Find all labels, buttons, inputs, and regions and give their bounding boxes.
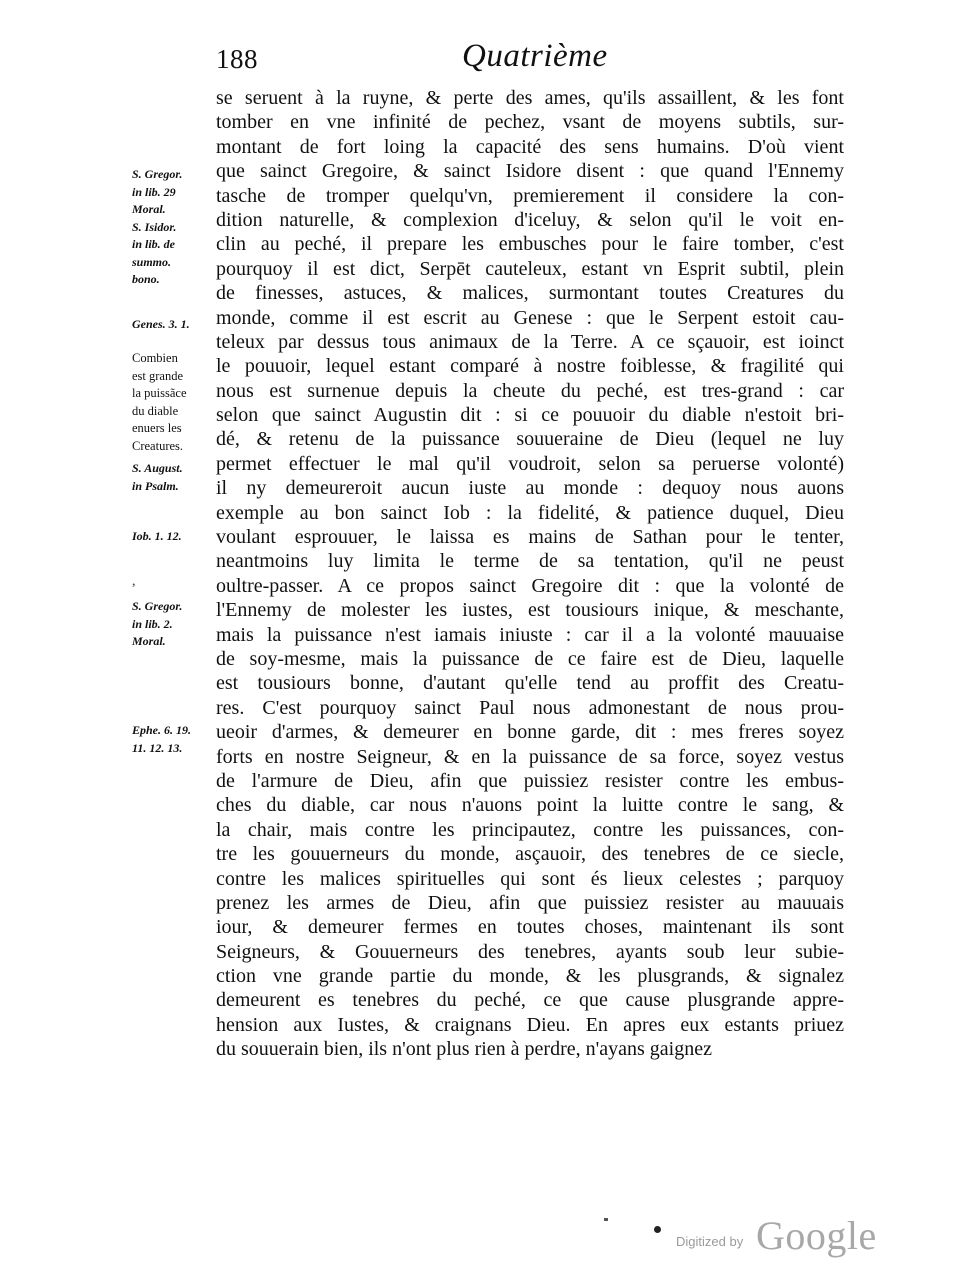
margin-note-line: summo. bbox=[132, 254, 172, 269]
footer-dot-mark bbox=[654, 1226, 661, 1233]
text-line: oultre-passer. A ce propos sainct Gregoire dit : que la volonté de bbox=[216, 574, 844, 597]
text-line: tomber en vne infinité de pechez, vsant de moyens subtils, sur- bbox=[216, 111, 844, 134]
google-logo: Google bbox=[756, 1213, 877, 1258]
margin-note-job bbox=[132, 528, 212, 546]
text-line: mais la puissance n'est iamais iniuste : car il a la volonté mauuaise bbox=[216, 623, 844, 646]
text-line: de finesses, astuces, & malices, surmontant toutes Creatures du bbox=[216, 282, 844, 305]
text-line: ueoir d'armes, & demeurer en bonne garde, dit : mes freres soyez bbox=[216, 721, 844, 744]
margin-note-line: in Psalm. bbox=[132, 478, 179, 493]
text-line: se seruent à la ruyne, & perte des ames, qu'ils assaillent, & les font bbox=[216, 87, 844, 109]
text-line: monde, comme il est escrit au Genese : que le Serpent estoit cau- bbox=[216, 306, 844, 329]
text-line: il ny demeureroit aucun iuste au monde : dequoy nous auons bbox=[216, 477, 844, 500]
margin-note-sidenote-combien bbox=[132, 350, 212, 455]
text-line: iour, & demeurer fermes en toutes choses, maintenant ils sont bbox=[216, 916, 844, 939]
text-line: tasche de tromper quelqu'vn, premierement il considere la con- bbox=[216, 184, 844, 207]
margin-note-line: S. Isidor. bbox=[132, 219, 177, 234]
margin-note-line: Moral. bbox=[132, 634, 166, 648]
running-head: Quatrième bbox=[462, 38, 608, 74]
text-line: dé, & retenu de la puissance souueraine de Dieu (lequel ne luy bbox=[216, 428, 844, 451]
margin-note-genesis bbox=[132, 316, 212, 334]
text-line: demeurent es tenebres du peché, ce que cause plusgrande appre- bbox=[216, 989, 844, 1012]
margin-note-ephesians bbox=[132, 722, 212, 757]
text-line: du souuerain bien, ils n'ont plus rien à perdre, n'ayans gaignez bbox=[216, 1038, 712, 1061]
margin-note-line: in lib. 29 bbox=[132, 184, 176, 199]
margin-note-line: in lib. de bbox=[132, 237, 176, 251]
text-line: tre les gouuerneurs du monde, asçauoir, des tenebres de ce siecle, bbox=[216, 843, 844, 866]
margin-note-line: Creatures. bbox=[132, 438, 184, 453]
digitized-by-label: Digitized by bbox=[676, 1234, 744, 1249]
text-line: que sainct Gregoire, & sainct Isidore disent : que quand l'Ennemy bbox=[216, 160, 844, 183]
margin-note-line: Ephe. 6. 19. bbox=[132, 723, 192, 737]
stray-mark: , bbox=[132, 574, 136, 589]
text-line: l'Ennemy de molester les iustes, est tousiours inique, & meschante, bbox=[216, 599, 844, 622]
margin-note-line: Combien bbox=[132, 351, 178, 365]
text-line: de l'armure de Dieu, afin que puissiez resister contre les embus- bbox=[216, 769, 844, 792]
text-line: voulant esprouuer, le laissa es mains de Sathan pour le tenter, bbox=[216, 526, 844, 549]
text-line: clin au peché, il prepare les embusches pour le faire tomber, c'est bbox=[216, 233, 844, 256]
text-line: teleux par dessus tous animaux de la Terre. A ce sçauoir, est ioinct bbox=[216, 330, 844, 353]
text-line: nous est surnenue depuis la cheute du peché, est tres-grand : car bbox=[216, 379, 844, 402]
margin-note-line: bono. bbox=[132, 272, 160, 286]
margin-note-line: S. Gregor. bbox=[132, 167, 183, 181]
text-line: neantmoins luy limita le terme de sa tentation, qu'il ne peust bbox=[216, 550, 844, 573]
margin-note-line: Genes. 3. 1. bbox=[132, 317, 190, 331]
text-line: de soy-mesme, mais la puissance de ce faire est de Dieu, laquelle bbox=[216, 647, 844, 670]
margin-note-line: S. August. bbox=[132, 461, 183, 475]
text-line: dition naturelle, & complexion d'iceluy, & selon qu'il le voit en- bbox=[216, 208, 844, 231]
margin-note-line: du diable bbox=[132, 403, 179, 418]
margin-note-line: Moral. bbox=[132, 202, 166, 216]
margin-note-line: in lib. 2. bbox=[132, 616, 173, 631]
text-line: contre les malices spirituelles qui sont és lieux celestes ; parquoy bbox=[216, 867, 844, 890]
text-line: permet effectuer le mal qu'il voudroit, selon sa peruerse volonté) bbox=[216, 452, 844, 475]
margin-note-line: S. Gregor. bbox=[132, 599, 183, 613]
margin-note-gregor-isidor bbox=[132, 166, 212, 289]
text-line: la chair, mais contre les principautez, contre les puissances, con- bbox=[216, 818, 844, 841]
margin-note-line: enuers les bbox=[132, 421, 182, 435]
text-line: ches du diable, car nous n'auons point la luitte contre le sang, & bbox=[216, 794, 844, 817]
page-number: 188 bbox=[216, 44, 258, 74]
margin-note-augustine bbox=[132, 460, 212, 495]
text-line: prenez les armes de Dieu, afin que puissiez resister au mauuais bbox=[216, 891, 844, 914]
text-line: est tousiours bonne, d'autant qu'elle tend au proffit des Creatu- bbox=[216, 672, 844, 695]
margin-note-line: Iob. 1. 12. bbox=[132, 529, 182, 543]
text-line: pourquoy il est dict, Serpēt cauteleux, estant vn Esprit subtil, plein bbox=[216, 257, 844, 280]
text-line: hension aux Iustes, & craignans Dieu. En apres eux estants priuez bbox=[216, 1013, 844, 1036]
text-line: le pouuoir, lequel estant comparé à nostre foiblesse, & fragilité qui bbox=[216, 355, 844, 378]
body-text bbox=[216, 86, 844, 1062]
text-line: selon que sainct Augustin dit : si ce pouuoir du diable n'estoit bri- bbox=[216, 404, 844, 427]
margin-note-line: est grande bbox=[132, 368, 184, 383]
margin-note-line: la puissãce bbox=[132, 386, 187, 400]
text-line: forts en nostre Seigneur, & en la puissance de sa force, soyez vestus bbox=[216, 745, 844, 768]
footer-tick-mark bbox=[604, 1218, 608, 1221]
text-line: ction vne grande partie du monde, & les plusgrands, & signalez bbox=[216, 965, 844, 988]
text-line: montant de fort loing la capacité des sens humains. D'où vient bbox=[216, 135, 844, 158]
margin-note-line: 11. 12. 13. bbox=[132, 740, 183, 755]
text-line: exemple au bon sainct Iob : la fidelité, & patience duquel, Dieu bbox=[216, 501, 844, 524]
text-line: Seigneurs, & Gouuerneurs des tenebres, ayants soub leur subie- bbox=[216, 940, 844, 963]
text-line: res. C'est pourquoy sainct Paul nous admonestant de nous prou- bbox=[216, 696, 844, 719]
margin-note-gregor-moral bbox=[132, 598, 212, 651]
